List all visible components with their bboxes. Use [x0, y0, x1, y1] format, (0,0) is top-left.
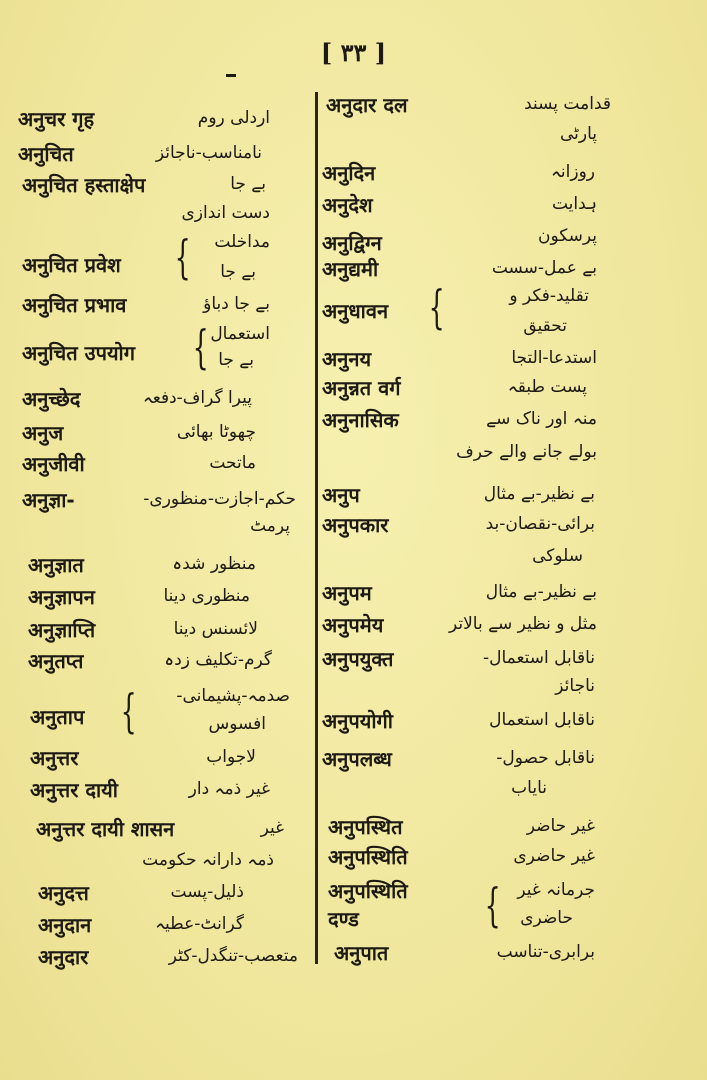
entry	[0, 912, 310, 948]
gloss: برائی-نقصان-بد	[485, 514, 595, 534]
entry	[0, 944, 310, 980]
gloss: بے عمل-سست	[491, 258, 597, 278]
gloss-line2: تحقیق	[523, 316, 567, 336]
headword: अनुज्ञापन	[28, 585, 95, 609]
gloss: حکم-اجازت-منظوری-	[143, 489, 296, 509]
gloss: منظور شدہ	[172, 554, 256, 574]
headword: अनुत्तर	[30, 746, 79, 770]
gloss: تقلید-فکر و	[509, 286, 589, 306]
headword: अनुज	[22, 421, 64, 445]
gloss: ذمہ دارانہ حکومت	[142, 850, 274, 870]
gloss: پرمٹ	[250, 516, 290, 536]
gloss: صدمہ-پشیمانی-	[176, 686, 290, 706]
entry	[322, 440, 707, 476]
gloss: لائسنس دینا	[173, 619, 258, 639]
gloss: گرانٹ-عطیہ	[155, 914, 244, 934]
gloss: غیر حاضر	[526, 816, 595, 836]
headword: अनुदान	[38, 913, 92, 937]
entry	[0, 322, 310, 382]
gloss: بے جا دباؤ	[203, 294, 270, 314]
headword: अनुपस्थिति	[328, 879, 408, 903]
entry	[0, 451, 310, 487]
brace: {	[174, 230, 191, 284]
gloss: پرسکون	[537, 226, 597, 246]
gloss: پیرا گراف-دفعہ	[142, 388, 252, 408]
gloss: اردلی روم	[197, 108, 270, 128]
entry	[322, 375, 707, 411]
entry	[322, 580, 707, 616]
gloss: ذلیل-پست	[170, 882, 244, 902]
entry	[0, 745, 310, 781]
headword: अनुपलब्ध	[322, 747, 392, 771]
headword: अनुज्ञा-	[22, 488, 75, 512]
gloss: استعمال	[210, 324, 270, 344]
headword: अनुचित उपयोग	[22, 341, 135, 365]
brace: {	[120, 684, 137, 738]
entry	[322, 940, 707, 976]
entry	[322, 708, 707, 744]
headword: अनुच्छेद	[22, 387, 81, 411]
headword: अनुत्तर दायी	[30, 778, 118, 802]
entry	[322, 612, 707, 648]
headword: अनुद्विग्न	[322, 231, 382, 255]
headword: अनुपयोगी	[322, 709, 393, 733]
page-number: [ ٣٣ ]	[320, 38, 387, 67]
gloss: بے نظیر-بے مثال	[485, 582, 597, 602]
brace: {	[192, 320, 209, 374]
headword: अनुजीवी	[22, 452, 85, 476]
headword-line2: दण्ड	[328, 907, 359, 931]
column-divider	[315, 92, 318, 964]
page-number-dash	[226, 74, 236, 77]
gloss: استدعا-التجا	[511, 348, 597, 368]
entry	[0, 648, 310, 684]
headword: अनुपात	[334, 941, 389, 965]
headword: अनुदत्त	[38, 881, 89, 905]
entry	[0, 106, 310, 142]
entry	[0, 684, 310, 744]
entry	[0, 816, 310, 852]
gloss-line2: افسوس	[208, 714, 266, 734]
brace: {	[484, 878, 501, 932]
gloss: ناقابل استعمال	[489, 710, 595, 730]
gloss: ہدایت	[551, 194, 597, 214]
gloss: جرمانہ غیر	[517, 880, 595, 900]
headword: अनुपयुक्त	[322, 647, 394, 671]
gloss: پست طبقہ	[507, 377, 587, 397]
gloss: منہ اور ناک سے	[486, 409, 597, 429]
headword: अनुदार दल	[326, 93, 408, 117]
entry	[0, 880, 310, 916]
entry	[322, 544, 707, 580]
entry	[0, 777, 310, 813]
gloss: دست اندازی	[181, 203, 270, 223]
gloss: برابری-تناسب	[496, 942, 595, 962]
headword: अनुचित	[18, 142, 74, 166]
gloss: روزانہ	[550, 162, 595, 182]
headword: अनुपकार	[322, 513, 389, 537]
gloss: نایاب	[511, 778, 547, 798]
entry	[322, 192, 707, 228]
headword: अनुपम	[322, 581, 372, 605]
gloss: چھوٹا بھائی	[176, 422, 256, 442]
gloss: مثل و نظیر سے بالاتر	[448, 614, 597, 634]
gloss-line2: بے جا	[218, 350, 254, 370]
gloss: ماتحت	[209, 453, 256, 473]
gloss: بے جا	[230, 174, 266, 194]
entry	[0, 584, 310, 620]
entry	[322, 776, 707, 812]
headword: अनुदिन	[322, 161, 376, 185]
headword: अनुद्यमी	[322, 257, 379, 281]
headword: अनुचित प्रवेश	[22, 253, 121, 277]
gloss: سلوکی	[532, 546, 583, 566]
entry	[0, 514, 310, 550]
entry	[322, 280, 707, 344]
headword: अनुदार	[38, 945, 89, 969]
gloss-line2: حاضری	[520, 908, 573, 928]
gloss: قدامت پسند	[524, 94, 611, 114]
headword: अनुन्नत वर्ग	[322, 376, 401, 400]
headword: अनुतप्त	[28, 649, 84, 673]
headword: अनुपस्थिति	[328, 845, 408, 869]
gloss: مداخلت	[214, 232, 270, 252]
headword: अनुज्ञाप्ति	[28, 618, 96, 642]
headword: अनुनासिक	[322, 408, 399, 432]
gloss: نامناسب-ناجائز	[155, 143, 262, 163]
gloss: بولے جانے والے حرف	[456, 442, 597, 462]
gloss: ناجائز	[555, 676, 595, 696]
entry	[0, 230, 310, 290]
entry	[322, 844, 707, 880]
entry	[322, 160, 707, 196]
gloss: غیر	[260, 818, 284, 838]
entry	[322, 407, 707, 443]
gloss: گرم-تکلیف زدہ	[164, 650, 272, 670]
entry	[322, 674, 707, 710]
gloss: ناقابل حصول-	[496, 748, 595, 768]
entry	[322, 878, 707, 938]
headword: अनुपमेय	[322, 613, 384, 637]
gloss: بے نظیر-بے مثال	[483, 484, 595, 504]
gloss: لاجواب	[206, 747, 256, 767]
headword: अनुधावन	[322, 299, 389, 323]
gloss: ناقابل استعمال-	[482, 648, 595, 668]
gloss: منظوری دینا	[163, 586, 250, 606]
headword: अनुत्तर दायी शासन	[36, 817, 175, 841]
gloss: غیر حاضری	[513, 846, 595, 866]
headword: अनुचित प्रभाव	[22, 293, 127, 317]
headword: अनुज्ञात	[28, 553, 84, 577]
gloss: پارٹی	[559, 124, 597, 144]
entry	[322, 512, 707, 548]
headword: अनुनय	[322, 347, 372, 371]
headword: अनुप	[322, 483, 360, 507]
entry	[0, 552, 310, 588]
entry	[0, 848, 310, 884]
entry	[0, 386, 310, 422]
headword: अनुदेश	[322, 193, 373, 217]
entry	[322, 122, 707, 158]
entry	[322, 224, 707, 260]
headword: अनुपस्थित	[328, 815, 403, 839]
gloss: غیر ذمہ دار	[188, 779, 270, 799]
headword: अनुचित हस्ताक्षेप	[22, 173, 146, 197]
headword: अनुताप	[30, 705, 85, 729]
brace: {	[428, 280, 445, 334]
gloss-line2: بے جا	[220, 262, 256, 282]
gloss: متعصب-تنگدل-کٹر	[168, 946, 298, 966]
headword: अनुचर गृह	[18, 107, 95, 131]
